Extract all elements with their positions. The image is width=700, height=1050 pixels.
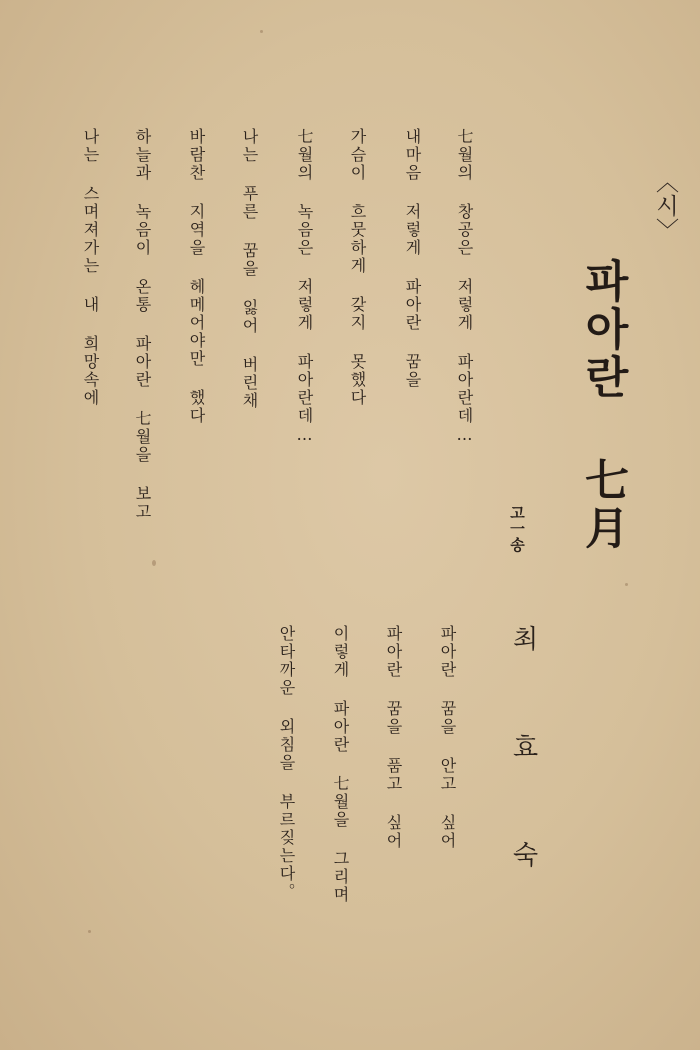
poem-line: 나는 푸른 꿈을 잃어 버린채 — [240, 128, 259, 410]
poem-line: 七월의 녹음은 저렇게 파아란데… — [295, 128, 314, 446]
poem-line: 파아란 꿈을 품고 싶어 — [384, 625, 403, 850]
paper-speck — [88, 930, 91, 933]
poem-line: 파아란 꿈을 안고 싶어 — [438, 625, 457, 850]
author-name: 최 효 숙 — [508, 625, 538, 893]
poem-line: 하늘과 녹음이 온통 파아란 七월을 보고 — [133, 128, 152, 521]
author-grade: 고一송 — [508, 505, 526, 553]
poem-line: 이렇게 파아란 七월을 그리며 — [331, 625, 350, 904]
poem-line: 바람찬 지역을 헤메어야만 했다 — [187, 128, 206, 425]
poem-line: 七월의 창공은 저렇게 파아란데… — [455, 128, 474, 446]
poem-title: 파아란 七月 — [577, 258, 628, 553]
poem-line: 안타까운 외침을 부르짖는다。 — [277, 625, 296, 901]
poem-line: 나는 스며져가는 내 희망속에 — [81, 128, 100, 407]
paper-speck — [152, 560, 156, 566]
paper-speck — [260, 30, 263, 33]
poem-line: 내마음 저렇게 파아란 꿈을 — [403, 128, 422, 389]
genre-label: 〈시〉 — [652, 170, 678, 242]
paper-speck — [625, 583, 628, 586]
poem-line: 가슴이 흐뭇하게 갖지 못했다 — [348, 128, 367, 407]
